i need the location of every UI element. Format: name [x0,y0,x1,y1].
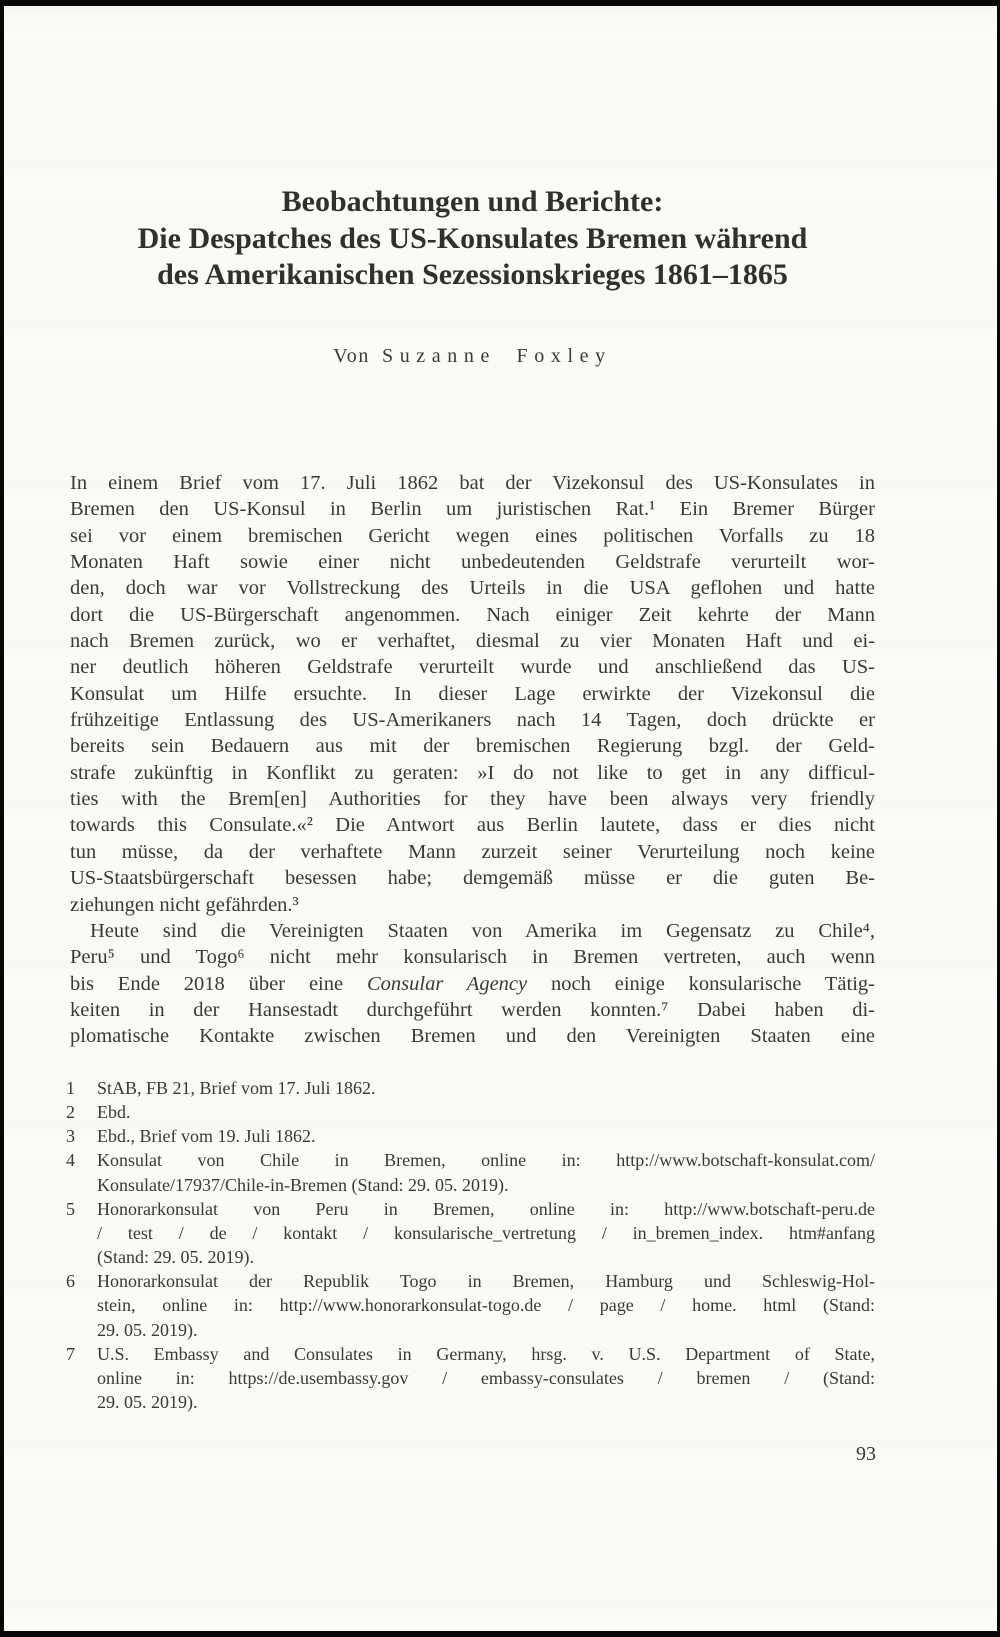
text-line: frühzeitige Entlassung des US-Amerikaners nach 14 Tagen, doch drückte er [70,709,875,732]
text-line: / test / de / kontakt / konsularische_vertretung / in_bremen_index. htm#anfang [97,1222,875,1243]
text-segment: noch einige konsularische Tätig- [527,972,875,995]
author-name: Suzanne Foxley [381,345,612,367]
footnote [66,1342,875,1414]
footnote [66,1100,875,1124]
body-text [70,470,875,1050]
text-line: Konsulate/17937/Chile-in-Bremen (Stand: 29. 05. 2019). [97,1174,509,1195]
text-line: stein, online in: http://www.honorarkonsulat-togo.de / page / home. html (Stand: [97,1295,875,1316]
footnote-text [97,1269,875,1341]
text-line: Honorarkonsulat von Peru in Bremen, online in: http://www.botschaft-peru.de [97,1198,875,1219]
byline-prefix: Von [333,345,370,367]
text-line: ner deutlich höheren Geldstrafe verurteilt wurde und anschließend das US- [70,656,875,679]
text-line: ties with the Brem[en] Authorities for they have been always very friendly [70,788,875,811]
text-line: StAB, FB 21, Brief vom 17. Juli 1862. [97,1078,376,1098]
footnote-number: 5 [66,1198,75,1219]
text-line: Konsulat um Hilfe ersuchte. In dieser Lage erwirkte der Vizekonsul die [70,682,875,705]
text-line: Ebd., Brief vom 19. Juli 1862. [97,1126,316,1147]
footnotes-section [66,1076,875,1414]
footnote-number: 6 [66,1271,75,1292]
text-line: 29. 05. 2019). [97,1319,198,1340]
text-line: Konsulat von Chile in Bremen, online in: http://www.botschaft-konsulat.com/ [97,1150,875,1171]
title-line: Beobachtungen und Berichte: [281,185,664,218]
footnote-number: 3 [66,1126,75,1147]
text-line: strafe zukünftig in Konflikt zu geraten: »I do not like to get in any difficul- [70,761,875,784]
footnote-text [97,1124,875,1148]
footnote [66,1148,875,1196]
text-line: Monaten Haft sowie einer nicht unbedeutenden Geldstrafe verurteilt wor- [70,551,875,574]
text-line: Peru⁵ und Togo⁶ nicht mehr konsularisch in Bremen vertreten, auch wenn [70,946,875,969]
text-line: (Stand: 29. 05. 2019). [97,1247,254,1268]
footnote-number: 7 [66,1343,75,1364]
document-page [4,6,997,1631]
byline [70,344,875,368]
footnote-text [97,1342,875,1414]
text-line: dort die US-Bürgerschaft angenommen. Nach einiger Zeit kehrte der Mann [70,603,875,626]
footnote [66,1269,875,1341]
footnote-number: 2 [66,1102,75,1123]
footnote-text [97,1100,875,1124]
text-line: In einem Brief vom 17. Juli 1862 bat der Vizekonsul des US-Konsulates in [70,472,875,494]
paragraph [70,470,875,918]
text-line: towards this Consulate.«² Die Antwort aus Berlin lautete, dass er dies nicht [70,814,875,837]
text-segment: bis Ende 2018 über eine [70,972,367,995]
text-line: Honorarkonsulat der Republik Togo in Bremen, Hamburg und Schleswig-Hol- [97,1271,875,1292]
text-line: Heute sind die Vereinigten Staaten von Amerika im Gegensatz zu Chile⁴, [90,919,875,942]
footnote [66,1076,875,1100]
text-line: Bremen den US-Konsul in Berlin um juristischen Rat.¹ Ein Bremer Bürger [70,498,875,521]
footnote-number: 1 [66,1078,75,1098]
title-line: Die Despatches des US-Konsulates Bremen während [137,221,808,255]
title-line: des Amerikanischen Sezessionskrieges 1861–1865 [157,258,788,291]
text-line: ziehungen nicht gefährden.³ [70,893,299,916]
text-line: online in: https://de.usembassy.gov / embassy-consulates / bremen / (Stand: [97,1367,875,1388]
footnote-text [97,1076,875,1100]
footnote-text [97,1148,875,1196]
footnote [66,1124,875,1148]
text-line: bereits sein Bedauern aus mit der bremischen Regierung bzgl. der Geld- [70,735,875,758]
text-line: sei vor einem bremischen Gericht wegen eines politischen Vorfalls zu 18 [70,524,875,547]
text-line: US-Staatsbürgerschaft besessen habe; demgemäß müsse er die guten Be- [70,867,875,890]
italic-phrase: Consular Agency [366,972,528,995]
text-line: Ebd. [97,1102,131,1123]
text-line: 29. 05. 2019). [97,1392,198,1413]
text-line: nach Bremen zurück, wo er verhaftet, diesmal zu vier Monaten Haft und ei- [70,630,875,653]
text-line: U.S. Embassy and Consulates in Germany, hrsg. v. U.S. Department of State, [97,1343,875,1364]
text-line: tun müsse, da der verhaftete Mann zurzeit seiner Verurteilung noch keine [70,840,875,863]
text-line: keiten in der Hansestadt durchgeführt werden konnten.⁷ Dabei haben di- [70,998,875,1021]
paragraph [70,918,875,1050]
text-line: den, doch war vor Vollstreckung des Urteils in die USA geflohen und hatte [70,577,875,600]
footnote-number: 4 [66,1150,75,1171]
text-line [70,971,875,997]
article-title [70,184,875,294]
footnote [66,1197,875,1269]
footnote-text [97,1197,875,1269]
page-number: 93 [856,1443,876,1465]
text-line: plomatische Kontakte zwischen Bremen und den Vereinigten Staaten eine [70,1025,875,1048]
